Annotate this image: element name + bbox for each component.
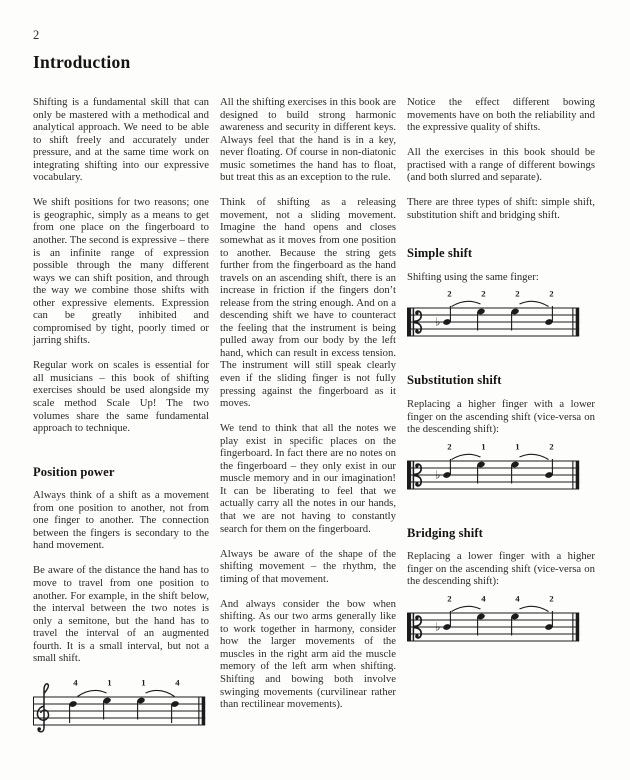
section-heading-position-power: Position power	[33, 464, 115, 479]
fingering-number: 4	[175, 677, 180, 688]
paragraph: Regular work on scales is essential for all musicians – this book of shifting exercises should be used alongside my scale method Scale Up! The two volumes share the same fundamental approach to technique.	[33, 359, 209, 435]
column-right	[407, 96, 595, 653]
fingering-number: 2	[447, 288, 452, 299]
flat-accidental: ♭	[435, 315, 441, 330]
music-staff-substitution-shift	[407, 441, 583, 501]
music-staff-position-power	[33, 677, 209, 737]
final-barline-thick	[576, 461, 580, 489]
fingering-number: 2	[515, 288, 520, 299]
example-caption: Replacing a lower finger with a higher finger on the ascending shift (vice-versa on the descending shift):	[407, 550, 595, 588]
section-heading-bridging-shift: Bridging shift	[407, 525, 483, 540]
fingering-number: 1	[481, 441, 486, 452]
section-heading-substitution-shift: Substitution shift	[407, 373, 502, 388]
paragraph: We tend to think that all the notes we play exist in specific places on the fingerboard. In fact there are no notes on the fingerboard – they only exist in our muscle memory and in our imagination! It can be liberating to feel that we actually carry all the notes in our hands, that we are not having to constantly search for them on the fingerboard.	[220, 422, 396, 535]
column-left	[33, 96, 209, 737]
barline	[33, 697, 34, 725]
final-barline-thick	[576, 613, 580, 641]
fingering-number: 4	[73, 677, 78, 688]
barline	[407, 613, 408, 641]
column-middle	[220, 96, 396, 723]
final-barline-thin	[198, 697, 199, 725]
paragraph: Always be aware of the shape of the shifting movement – the rhythm, the timing of that movement.	[220, 547, 396, 585]
slur	[520, 302, 549, 307]
final-barline-thin	[572, 613, 573, 641]
fingering-number: 2	[549, 288, 554, 299]
barline	[407, 308, 408, 336]
fingering-number: 2	[549, 593, 554, 604]
flat-accidental: ♭	[435, 619, 441, 634]
example-caption: Shifting using the same finger:	[407, 270, 539, 283]
flat-accidental: ♭	[435, 467, 441, 482]
paragraph: Be aware of the distance the hand has to move to travel from one position to another. For example, in the shift below, the interval between the two notes is only a semitone, but the hand has to travel the interval of an augmented fourth. It is a small interval, but not a small shift.	[33, 564, 209, 665]
music-staff-simple-shift	[407, 288, 583, 348]
fingering-number: 4	[515, 593, 520, 604]
slur	[452, 454, 481, 459]
slur	[520, 454, 549, 459]
paragraph: We shift positions for two reasons; one is geographic, simply as a means to get from one place on the fingerboard to another. The second is expressive – there is an infinite range of expression possible through the many different ways we can shift position, and through the way we combine those shifts with other expressive elements. Expression can be greatly inhibited and compromised by tight, poorly timed or jarring shifts.	[33, 196, 209, 347]
paragraph: All the exercises in this book should be practised with a range of different bowings (and both slurred and separate).	[407, 146, 595, 184]
paragraph: And always consider the bow when shifting. As our two arms generally like to work together in harmony, consider how the larger movements of the muscles in the right arm aid the muscle memory of the left arm when shifting. Shifting and bowing both involve swinging movements (curvilinear rather than rectilinear movements).	[220, 597, 396, 711]
paragraph: Notice the effect different bowing movements have on both the reliability and the expressive quality of shifts.	[407, 96, 595, 134]
slur	[146, 691, 175, 697]
slur	[452, 606, 481, 611]
slur	[520, 606, 549, 611]
paragraph: Shifting is a fundamental skill that can only be mastered with a methodical and analytical approach. We need to be able to shift freely and accurately under pressure, and at the same time work on integrating shifting into our expressive vocabulary.	[33, 96, 209, 184]
slur	[78, 691, 107, 697]
page-number: 2	[33, 28, 40, 42]
fingering-number: 4	[481, 593, 486, 604]
final-barline-thick	[202, 697, 206, 725]
fingering-number: 1	[515, 441, 520, 452]
fingering-number: 2	[447, 593, 452, 604]
final-barline-thin	[572, 308, 573, 336]
music-staff-bridging-shift	[407, 593, 583, 653]
paragraph: There are three types of shift: simple shift, substitution shift and bridging shift.	[407, 196, 595, 221]
paragraph: Always think of a shift as a movement from one position to another, not from one finger to another. The connection between the fingers is secondary to the hand movement.	[33, 489, 209, 552]
fingering-number: 1	[107, 677, 112, 688]
barline	[407, 461, 408, 489]
fingering-number: 1	[141, 677, 146, 688]
final-barline-thick	[576, 308, 580, 336]
example-caption: Replacing a higher finger with a lower finger on the ascending shift (vice-versa on the descending shift):	[407, 398, 595, 436]
page-title: Introduction	[33, 52, 131, 72]
section-heading-simple-shift: Simple shift	[407, 246, 473, 261]
fingering-number: 2	[549, 441, 554, 452]
fingering-number: 2	[447, 441, 452, 452]
slur	[452, 302, 481, 307]
paragraph: Think of shifting as a releasing movement, not a sliding movement. Imagine the hand opens and closes somewhat as it moves from one position to another. Because the string gets further from the fingerboard as the hand travels on an ascending shift, there is an increase in friction if the fingers don’t release from the string enough. And on a descending shift we have to counteract the feeling that the instrument is being pulled away from our body by the left hand, which can result in excess tension. The instrument will still speak clearly even if the sliding finger is not fully pressing against the fingerboard as it moves.	[220, 196, 396, 410]
paragraph: All the shifting exercises in this book are designed to build strong harmonic awareness and security in different keys. Always feel that the hand is in a key, never floating. Of course in non-diatonic music sometimes the hand has to float, but treat this as an exception to the rule.	[220, 96, 396, 184]
fingering-number: 2	[481, 288, 486, 299]
final-barline-thin	[572, 461, 573, 489]
